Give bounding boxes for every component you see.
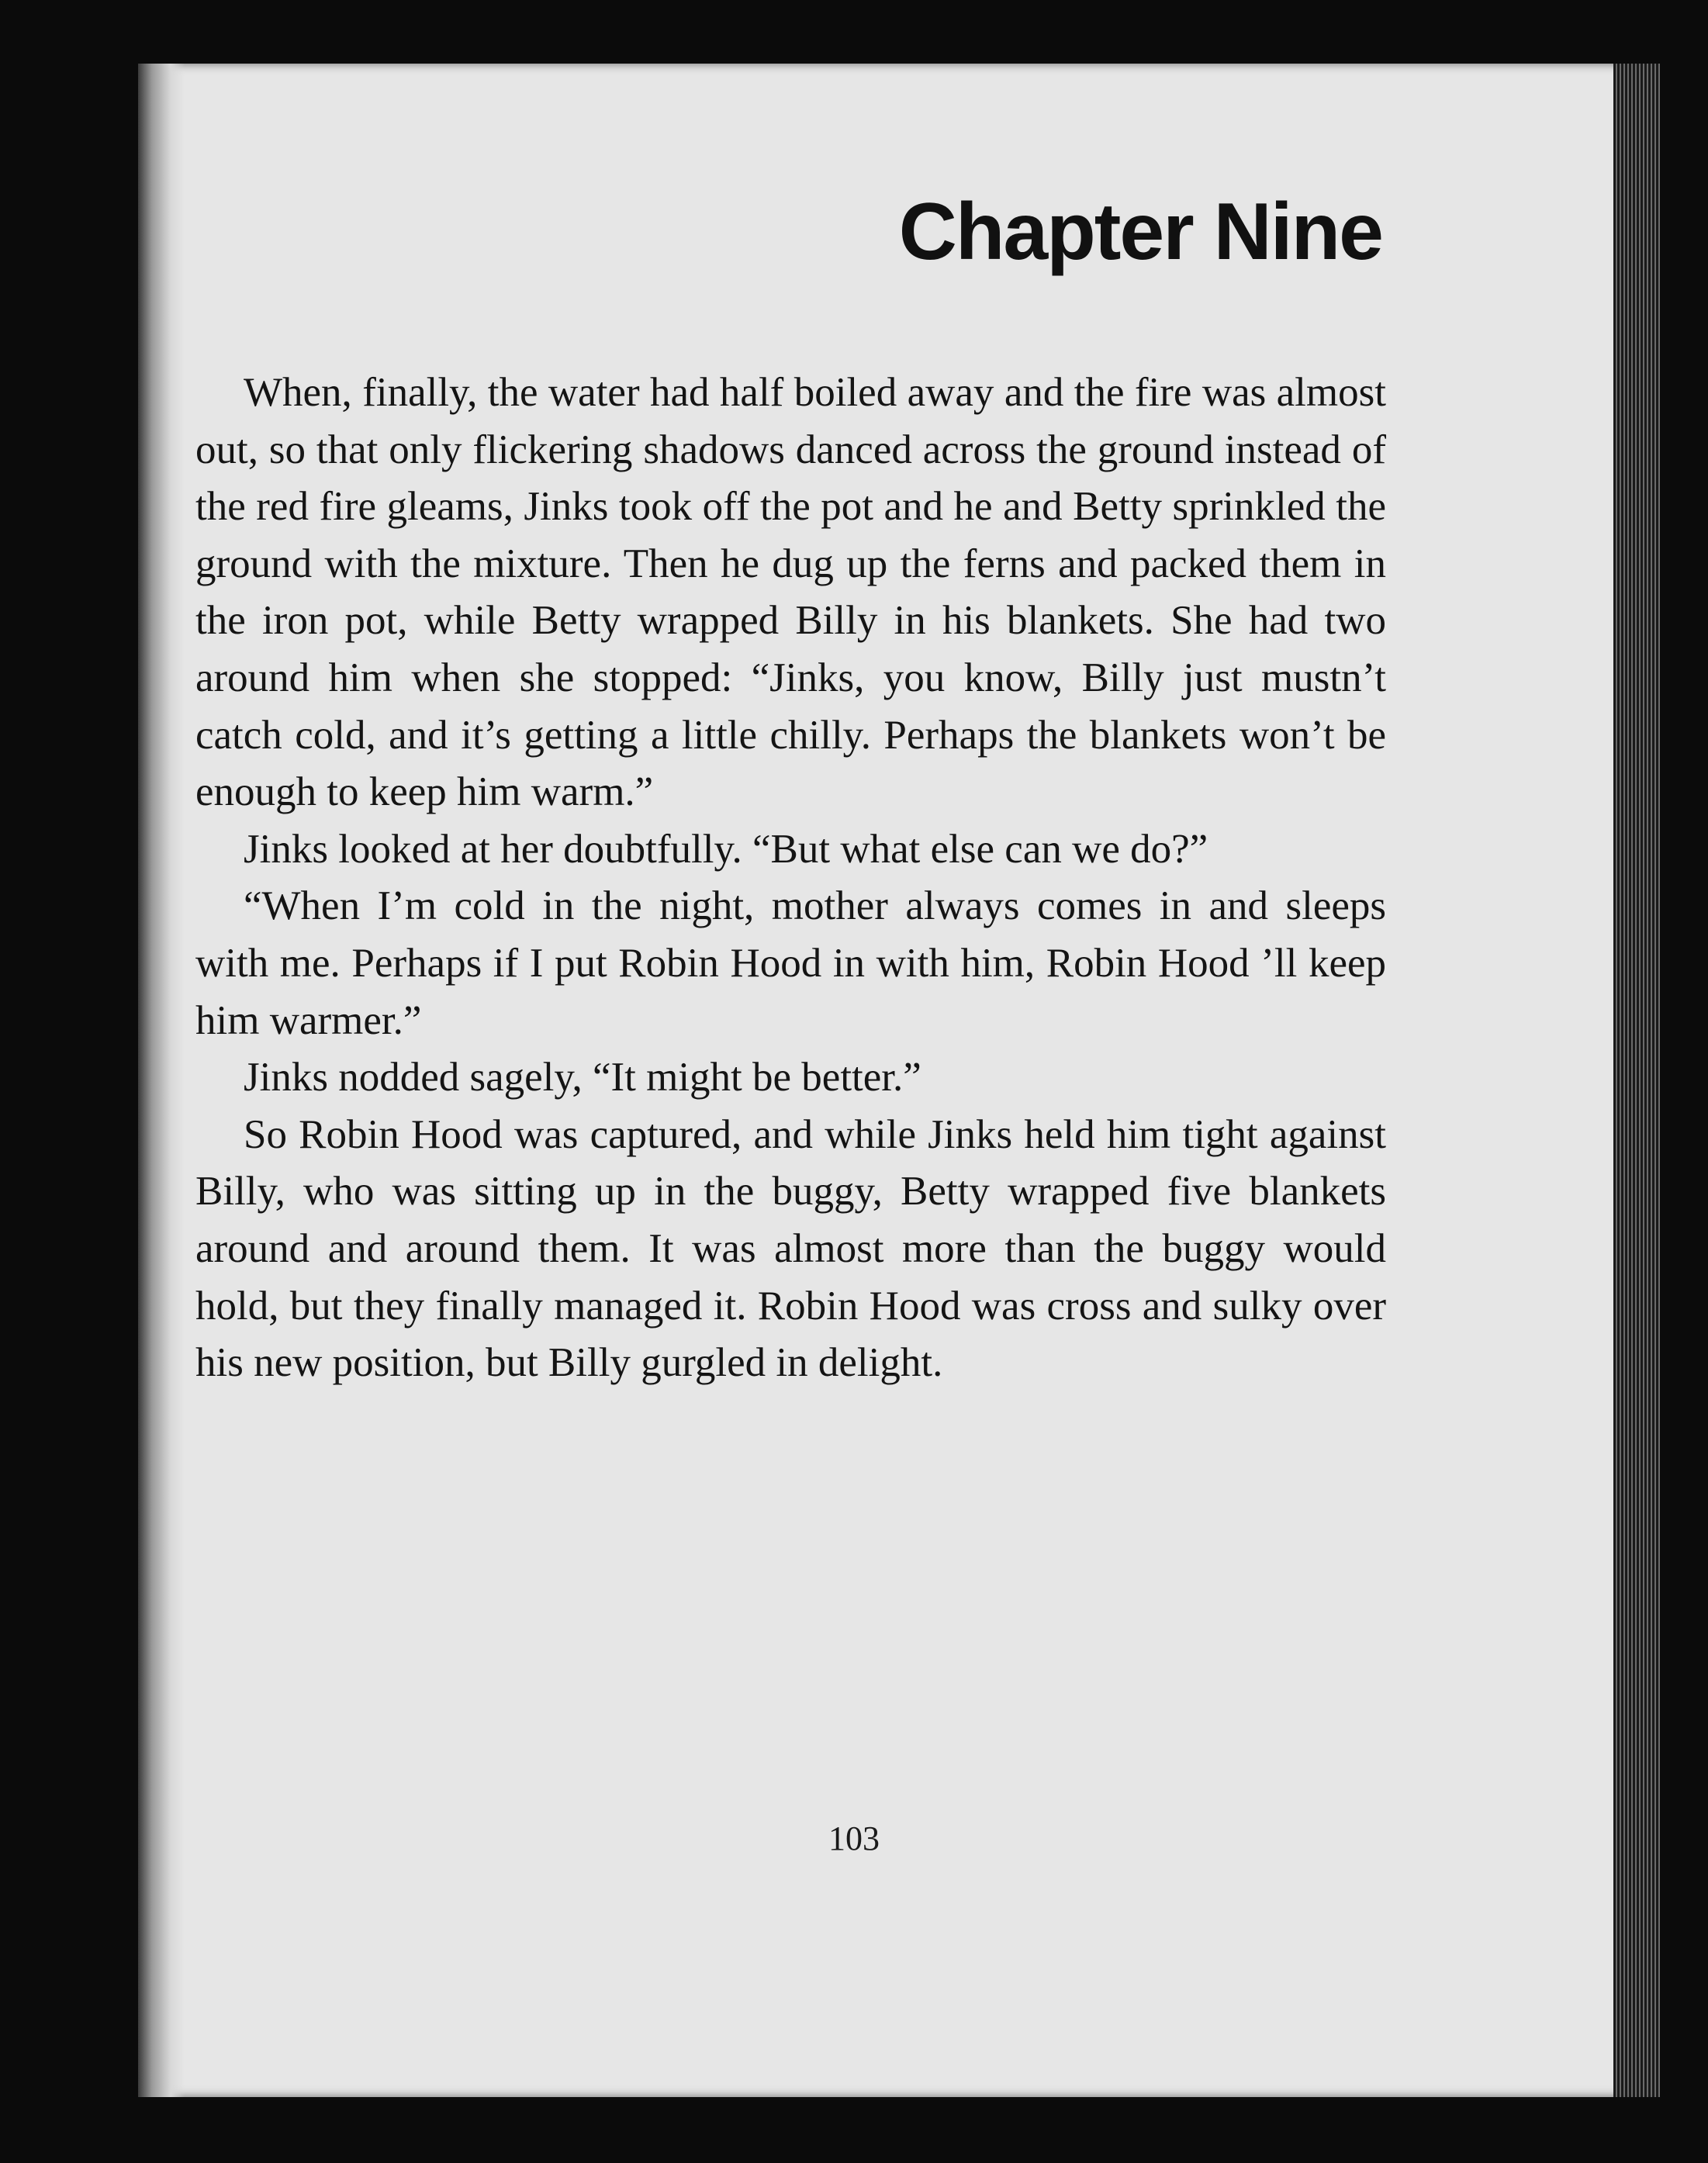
page-spine-shadow <box>138 64 185 2097</box>
page-number: 103 <box>828 1819 880 1857</box>
paragraph: So Robin Hood was captured, and while Jinks held him tight against Billy, who was sitting up in the buggy, Betty wrapped five blankets around and around them. It was almost more than the buggy would hold, but they finally managed it. Robin Hood was cross and sulky over his new position, but Billy gurgled in delight. <box>195 1111 1386 1386</box>
chapter-body <box>195 365 1386 1392</box>
paragraph: When, finally, the water had half boiled away and the fire was almost out, so that only flickering shadows danced across the ground instead of the red fire gleams, Jinks took off the pot and he and Betty sprinkled the ground with the mixture. Then he dug up the ferns and packed them in the iron pot, while Betty wrapped Billy in his blankets. She had two around him when she stopped: “Jinks, you know, Billy just mustn’t catch cold, and it’s getting a little chilly. Perhaps the blankets won’t be enough to keep him warm.” <box>195 370 1386 815</box>
page-stack-edge <box>1613 64 1660 2097</box>
paragraph: “When I’m cold in the night, mother always comes in and sleeps with me. Perhaps if I put Robin Hood in with him, Robin Hood ’ll keep him warmer.” <box>195 883 1386 1043</box>
paragraph: Jinks looked at her doubtfully. “But what else can we do?” <box>244 826 1208 872</box>
chapter-title: Chapter Nine <box>898 187 1382 277</box>
paragraph: Jinks nodded sagely, “It might be better.” <box>244 1055 921 1101</box>
